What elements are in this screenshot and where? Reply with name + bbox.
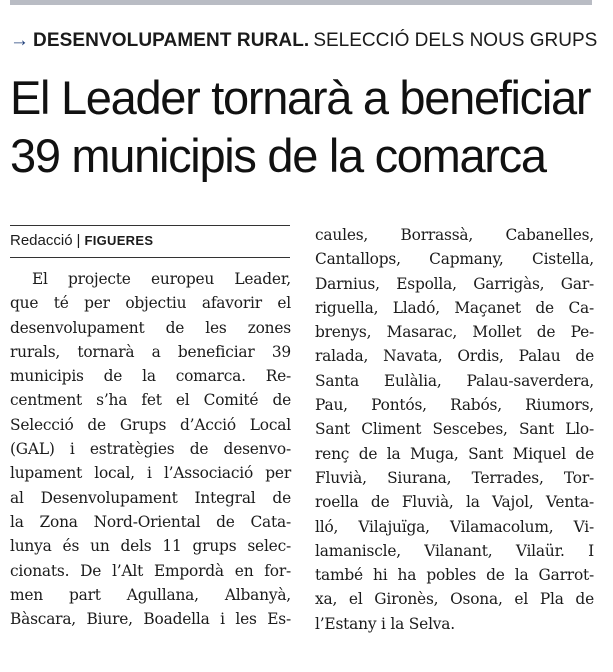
body-line: rurals, tornarà a beneficiar 39 [10, 342, 291, 361]
kicker [10, 28, 597, 54]
body-line: Sant Climent Sescebes, Sant Llo- [315, 420, 594, 439]
body-line: cionats. De l’Alt Empordà en for- [10, 561, 291, 580]
byline-separator: | [76, 232, 81, 249]
body-line: també hi ha pobles de la Garrot- [315, 566, 594, 585]
body-line: Bàscara, Biure, Boadella i les Es- [10, 610, 291, 629]
body-line: centment s’ha fet el Comité de [10, 391, 291, 410]
body-line: lunya és un dels 11 grups selec- [10, 537, 291, 556]
body-line: brenys, Masarac, Mollet de Pe- [315, 323, 594, 342]
topic-label: SELECCIÓ DELS NOUS GRUPS [313, 30, 598, 51]
byline-author: Redacció [10, 232, 73, 249]
body-line: (GAL) i estratègies de desenvo- [10, 440, 291, 459]
body-line: men part Agullana, Albanyà, [10, 585, 291, 604]
body-line: municipis de la comarca. Re- [10, 367, 291, 386]
body-line: desenvolupament de les zones [10, 318, 291, 337]
body-line: lupament local, i l’Associació per [10, 464, 291, 483]
body-line: riguella, Lladó, Maçanet de Ca- [315, 298, 594, 317]
body-line: Pau, Pontós, Rabós, Riumors, [315, 396, 594, 415]
section-label: DESENVOLUPAMENT RURAL. [33, 30, 310, 51]
headline: El Leader tornarà a beneficiar 39 municipis de la comarca [10, 71, 591, 182]
body-line: caules, Borrassà, Cabanelles, [315, 226, 594, 244]
body-line: Selecció de Grups d’Acció Local [10, 415, 291, 434]
body-line: lló, Vilajuïga, Vilamacolum, Vi- [315, 517, 594, 536]
arrow-right-icon: → [10, 30, 29, 51]
body-line: al Desenvolupament Integral de [10, 488, 291, 507]
body-line: xa, el Gironès, Osona, el Pla de [315, 590, 594, 609]
body-line: Santa Eulàlia, Palau-saverdera, [315, 371, 594, 390]
byline [10, 225, 290, 258]
body-line: renç de la Muga, Sant Miquel de [315, 444, 594, 463]
body-line: ralada, Navata, Ordis, Palau de [315, 347, 594, 366]
body-line: que té per objectiu afavorir el [10, 294, 291, 313]
body-line: la Zona Nord-Oriental de Cata- [10, 512, 291, 531]
body-line: Cantallops, Capmany, Cistella, [315, 250, 594, 269]
body-column-right [315, 223, 594, 636]
body-line: lamaniscle, Vilanant, Vilaür. I [315, 541, 594, 560]
body-line: l’Estany i la Selva. [315, 614, 455, 633]
byline-place: FIGUERES [84, 233, 154, 248]
body-line: Darnius, Espolla, Garrigàs, Gar- [315, 274, 594, 293]
body-column-left [10, 267, 291, 631]
top-rule [10, 0, 592, 5]
body-line: Fluvià, Siurana, Terrades, Tor- [315, 468, 594, 487]
body-line: El projecte europeu Leader, [32, 270, 291, 288]
body-line: roella de Fluvià, la Vajol, Venta- [315, 493, 594, 512]
